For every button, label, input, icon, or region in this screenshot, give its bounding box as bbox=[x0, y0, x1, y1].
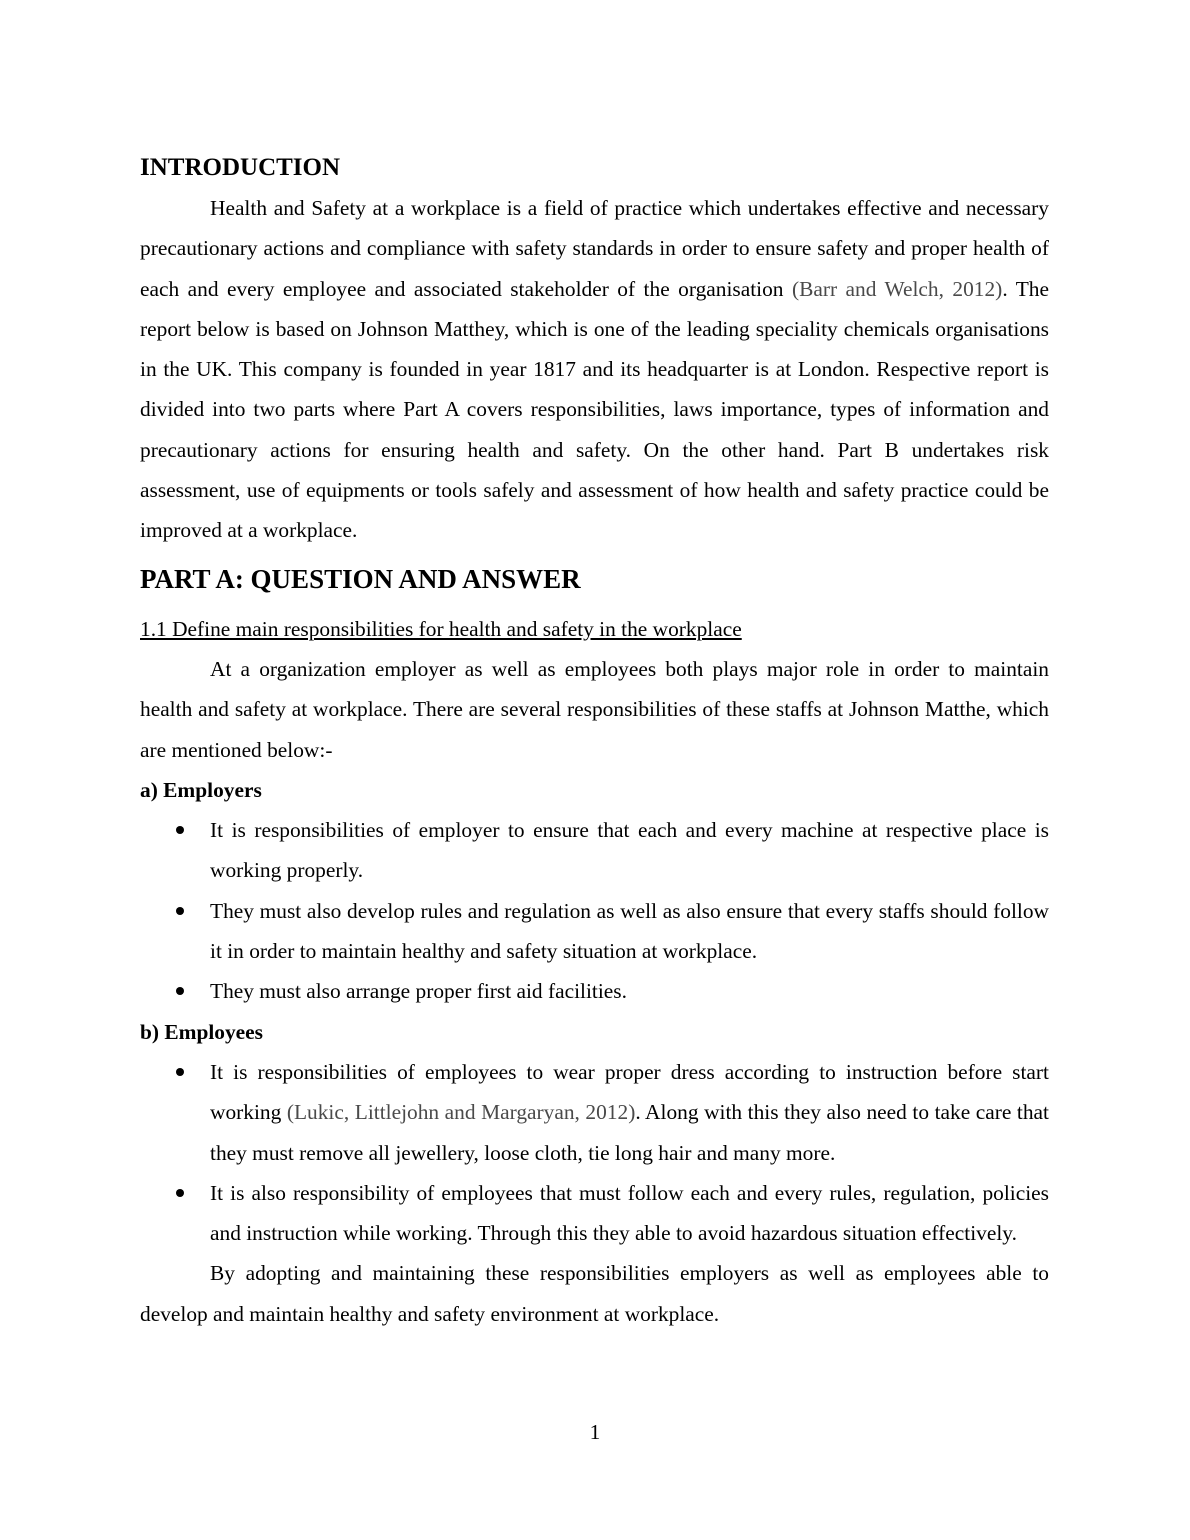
introduction-paragraph bbox=[140, 188, 1049, 551]
page-number: 1 bbox=[589, 1420, 601, 1444]
conclusion-paragraph: By adopting and maintaining these responsibilities employers as well as employees able to develop and maintain healthy and safety environment at workplace. bbox=[140, 1261, 1049, 1326]
list-item bbox=[140, 971, 1049, 1011]
list-item bbox=[140, 891, 1049, 972]
question-1-1-title: 1.1 Define main responsibilities for health and safety in the workplace bbox=[140, 616, 742, 641]
introduction-heading: INTRODUCTION bbox=[140, 154, 341, 181]
list-item-text-part2: . Along with this they also need to take care that they must remove all jewellery, loose cloth, tie long hair and many more. bbox=[210, 1100, 1049, 1165]
list-item-text: It is also responsibility of employees that must follow each and every rules, regulation, policies and instruction while working. Through this they able to avoid hazardous situation effectively. bbox=[210, 1180, 1049, 1246]
bullet-icon bbox=[176, 1068, 184, 1076]
list-item-text: They must also arrange proper first aid facilities. bbox=[210, 979, 627, 1004]
question-1-1-intro: At a organization employer as well as employees both plays major role in order to maintain health and safety at workplace. There are several responsibilities of these staffs at Johnson Matthe, which are mentioned below:- bbox=[140, 656, 1049, 762]
citation-lukic: (Lukic, Littlejohn and Margaryan, 2012) bbox=[286, 1100, 636, 1125]
bullet-icon bbox=[176, 907, 184, 915]
bullet-icon bbox=[176, 1189, 184, 1197]
list-item bbox=[140, 1052, 1049, 1173]
employees-heading: b) Employees bbox=[140, 1019, 263, 1044]
employees-list bbox=[140, 1052, 1049, 1253]
citation-barr-welch: (Barr and Welch, 2012) bbox=[791, 276, 1003, 301]
bullet-icon bbox=[176, 987, 184, 995]
employers-list bbox=[140, 810, 1049, 1011]
list-item-text: It is responsibilities of employer to ensure that each and every machine at respective place is working properly. bbox=[210, 818, 1049, 883]
list-item bbox=[140, 1173, 1049, 1254]
list-item bbox=[140, 810, 1049, 891]
bullet-icon bbox=[176, 826, 184, 834]
part-a-heading: PART A: QUESTION AND ANSWER bbox=[140, 563, 581, 594]
introduction-text-part1: Health and Safety at a workplace is a field of practice which undertakes effective and necessary precautionary actions and compliance with safety standards in order to ensure safety and proper health of each and every employee and associated stakeholder of the organisation bbox=[140, 196, 1049, 301]
introduction-text-part2: . The report below is based on Johnson Matthey, which is one of the leading speciality chemicals organisations in the UK. This company is founded in year 1817 and its headquarter is at London. Respective report is divided into two parts where Part A covers responsibilities, laws importance, types of information and precautionary actions for ensuring health and safety. On the other hand. Part B undertakes risk assessment, use of equipments or tools safely and assessment of how health and safety practice could be improved at a workplace. bbox=[140, 276, 1049, 543]
employers-heading: a) Employers bbox=[140, 777, 262, 802]
document-page bbox=[140, 148, 1049, 1334]
list-item-text-part1: It is responsibilities of employees to wear proper dress according to instruction before start working bbox=[210, 1059, 1049, 1125]
list-item-text: They must also develop rules and regulation as well as also ensure that every staffs should follow it in order to maintain healthy and safety situation at workplace. bbox=[210, 898, 1049, 964]
